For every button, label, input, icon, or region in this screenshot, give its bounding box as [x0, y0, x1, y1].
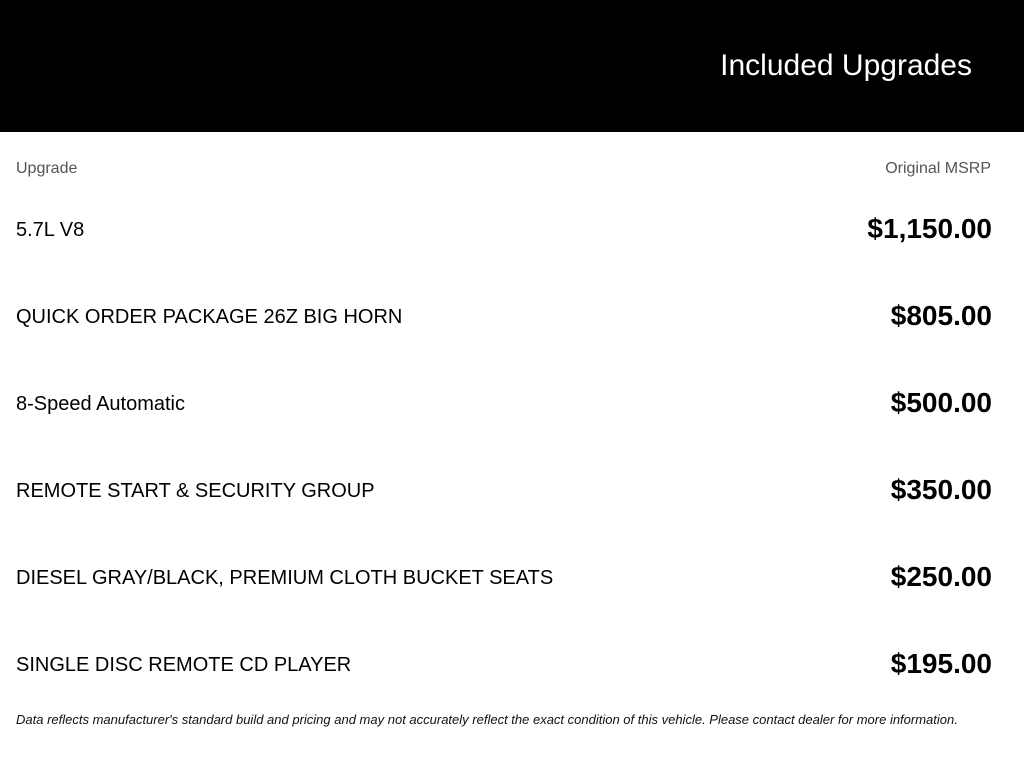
upgrade-price: $250.00: [890, 561, 992, 592]
upgrade-name: QUICK ORDER PACKAGE 26Z BIG HORN: [16, 306, 403, 328]
disclaimer-text: Data reflects manufacturer's standard build and pricing and may not accurately reflect the exact condition of this vehicle. Please contact dealer for more information.: [16, 712, 958, 727]
upgrade-price: $195.00: [890, 648, 992, 679]
upgrade-price: $805.00: [890, 300, 992, 331]
upgrade-list: [16, 199, 992, 721]
upgrade-row: [16, 199, 992, 286]
upgrade-row: [16, 634, 992, 721]
column-headers: [16, 160, 991, 180]
column-header-upgrade: Upgrade: [16, 160, 78, 177]
upgrade-name: REMOTE START & SECURITY GROUP: [16, 480, 375, 502]
page-title: Included Upgrades: [720, 49, 972, 82]
column-header-msrp: Original MSRP: [885, 160, 991, 177]
upgrade-row: [16, 286, 992, 373]
upgrade-price: $500.00: [890, 387, 992, 418]
upgrade-row: [16, 547, 992, 634]
upgrade-row: [16, 460, 992, 547]
upgrade-name: DIESEL GRAY/BLACK, PREMIUM CLOTH BUCKET SEATS: [16, 567, 554, 589]
upgrade-name: SINGLE DISC REMOTE CD PLAYER: [16, 654, 352, 676]
upgrade-price: $350.00: [890, 474, 992, 505]
upgrade-price: $1,150.00: [867, 213, 992, 244]
header-banner: [0, 0, 1024, 132]
upgrade-name: 8-Speed Automatic: [16, 393, 185, 415]
upgrade-row: [16, 373, 992, 460]
upgrade-name: 5.7L V8: [16, 219, 85, 241]
